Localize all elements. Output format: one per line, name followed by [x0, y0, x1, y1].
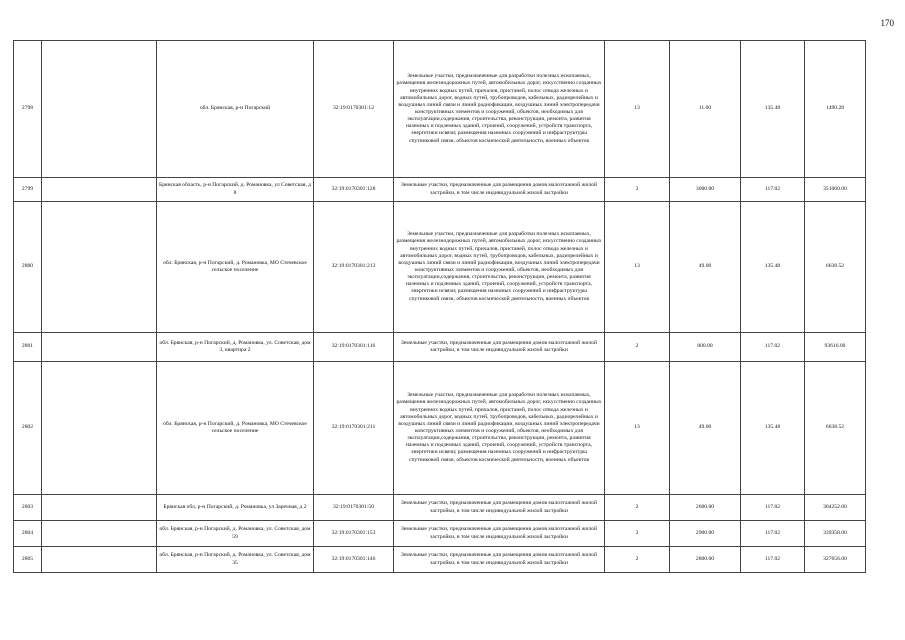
cadastral-number-cell: 32:19:0170301:153 [314, 521, 394, 547]
blank-cell [42, 547, 157, 573]
price-cell: 117.02 [741, 521, 805, 547]
table-row [14, 202, 866, 333]
table-row [14, 362, 866, 495]
price-cell: 117.02 [741, 547, 805, 573]
cadastral-number-cell: 32:19:0170301:116 [314, 333, 394, 362]
blank-cell [42, 178, 157, 202]
cadastral-number-cell: 32:19:0170301:211 [314, 362, 394, 495]
address-cell: Брянская область, р-н Погарский, д. Романовка, ул Советская, д 8 [157, 178, 314, 202]
table-row [14, 41, 866, 178]
table-row [14, 521, 866, 547]
address-cell: обл. Брянская, р-н Погарский, д. Романовка, МО Стечевское сельское поселение [157, 202, 314, 333]
row-number: 2800 [14, 202, 42, 333]
area-cell: 3000.00 [670, 178, 741, 202]
row-number: 2798 [14, 41, 42, 178]
area-cell: 11.00 [670, 41, 741, 178]
category-cell: 2 [605, 521, 670, 547]
row-number: 2802 [14, 362, 42, 495]
area-cell: 2600.00 [670, 495, 741, 521]
cadastral-number-cell: 32:19:0170301:213 [314, 202, 394, 333]
address-cell: обл. Брянская, р-н Погарский, д. Романовка, ул. Советская, дом 35 [157, 547, 314, 573]
purpose-cell: Земельные участки, предназначенные для размещения домов малоэтажной жилой застройки, в том числе индивидуальной жилой застройки [394, 521, 605, 547]
blank-cell [42, 521, 157, 547]
purpose-cell: Земельные участки, предназначенные для разработки полезных ископаемых, размещения железнодорожных путей, автомобильных дорог, искусственно созданных внутренних водных путей, причалов, пристаней, полос отвода железных и автомобильных дорог, водных путей, трубопроводов, кабельных, радиорелейных и воздушных линий связи и линий радиофикации, воздушных линий электропередачи конструктивных элементов и сооружений, объектов, необходимых для эксплуатации,содержания, строительства, реконструкции, ремонта, развития наземных и подземных зданий, строений, сооружений, устройств транспорта, энергетики исвязи; размещения наземных сооружений и инфраструктуры спутниковой связи, объектов космической деятельности, военных объектов [394, 41, 605, 178]
purpose-cell: Земельные участки, предназначенные для размещения домов малоэтажной жилой застройки, в том числе индивидуальной жилой застройки [394, 333, 605, 362]
value-cell: 1490.28 [805, 41, 866, 178]
blank-cell [42, 333, 157, 362]
price-cell: 117.02 [741, 495, 805, 521]
cadastral-number-cell: 32:19:0170301:128 [314, 178, 394, 202]
table-row [14, 547, 866, 573]
address-cell: обл. Брянская, р-н Погарский, д. Романовка, ул. Советская, дом 59 [157, 521, 314, 547]
row-number: 2804 [14, 521, 42, 547]
category-cell: 13 [605, 41, 670, 178]
category-cell: 2 [605, 333, 670, 362]
value-cell: 93616.00 [805, 333, 866, 362]
purpose-cell: Земельные участки, предназначенные для разработки полезных ископаемых, размещения железнодорожных путей, автомобильных дорог, искусственно созданных внутренних водных путей, причалов, пристаней, полос отвода железных и автомобильных дорог, водных путей, трубопроводов, кабельных, радиорелейных и воздушных линий связи и линий радиофикации, воздушных линий электропередачи конструктивных элементов и сооружений, объектов, необходимых для эксплуатации,содержания, строительства, реконструкции, ремонта, развития наземных и подземных зданий, строений, сооружений, устройств транспорта, энергетики исвязи; размещения наземных сооружений и инфраструктуры спутниковой связи, объектов космической деятельности, военных объектов [394, 202, 605, 333]
price-cell: 135.48 [741, 362, 805, 495]
area-cell: 2900.00 [670, 521, 741, 547]
price-cell: 135.48 [741, 41, 805, 178]
purpose-cell: Земельные участки, предназначенные для разработки полезных ископаемых, размещения железнодорожных путей, автомобильных дорог, искусственно созданных внутренних водных путей, причалов, пристаней, полос отвода железных и автомобильных дорог, водных путей, трубопроводов, кабельных, радиорелейных и воздушных линий связи и линий радиофикации, воздушных линий электропередачи конструктивных элементов и сооружений, объектов, необходимых для эксплуатации,содержания, строительства, реконструкции, ремонта, развития наземных и подземных зданий, строений, сооружений, устройств транспорта, энергетики исвязи; размещения наземных сооружений и инфраструктуры спутниковой связи, объектов космической деятельности, военных объектов [394, 362, 605, 495]
blank-cell [42, 41, 157, 178]
row-number: 2801 [14, 333, 42, 362]
cadastral-number-cell: 32:19:0170301:12 [314, 41, 394, 178]
area-cell: 49.00 [670, 202, 741, 333]
area-cell: 800.00 [670, 333, 741, 362]
cadastral-number-cell: 32:19:0170301:146 [314, 547, 394, 573]
table-row [14, 495, 866, 521]
price-cell: 135.48 [741, 202, 805, 333]
purpose-cell: Земельные участки, предназначенные для размещения домов малоэтажной жилой застройки, в том числе индивидуальной жилой застройки [394, 547, 605, 573]
value-cell: 327656.00 [805, 547, 866, 573]
purpose-cell: Земельные участки, предназначенные для размещения домов малоэтажной жилой застройки, в том числе индивидуальной жилой застройки [394, 495, 605, 521]
value-cell: 6638.52 [805, 362, 866, 495]
registry-body [14, 41, 866, 573]
row-number: 2799 [14, 178, 42, 202]
table-row [14, 178, 866, 202]
row-number: 2805 [14, 547, 42, 573]
cadastral-number-cell: 32:19:0170301:50 [314, 495, 394, 521]
address-cell: обл. Брянская, р-н Погарский, д. Романовка, ул. Советская, дом 3, квартира 2 [157, 333, 314, 362]
page-number: 170 [880, 18, 894, 28]
value-cell: 6638.52 [805, 202, 866, 333]
category-cell: 2 [605, 495, 670, 521]
category-cell: 2 [605, 178, 670, 202]
address-cell: Брянская обл, р-н Погарский, д. Романовка, ул Заречная, д 2 [157, 495, 314, 521]
category-cell: 13 [605, 202, 670, 333]
address-cell: обл. Брянская, р-н Погарский, д. Романовка, МО Стечевское сельское поселение [157, 362, 314, 495]
blank-cell [42, 202, 157, 333]
category-cell: 2 [605, 547, 670, 573]
blank-cell [42, 362, 157, 495]
land-registry-table [13, 40, 866, 573]
purpose-cell: Земельные участки, предназначенные для размещения домов малоэтажной жилой застройки, в том числе индивидуальной жилой застройки [394, 178, 605, 202]
value-cell: 304252.00 [805, 495, 866, 521]
area-cell: 49.00 [670, 362, 741, 495]
value-cell: 351060.00 [805, 178, 866, 202]
value-cell: 339358.00 [805, 521, 866, 547]
address-cell: обл. Брянская, р-н Погарский [157, 41, 314, 178]
row-number: 2803 [14, 495, 42, 521]
blank-cell [42, 495, 157, 521]
table-row [14, 333, 866, 362]
category-cell: 13 [605, 362, 670, 495]
price-cell: 117.02 [741, 333, 805, 362]
area-cell: 2800.00 [670, 547, 741, 573]
price-cell: 117.02 [741, 178, 805, 202]
